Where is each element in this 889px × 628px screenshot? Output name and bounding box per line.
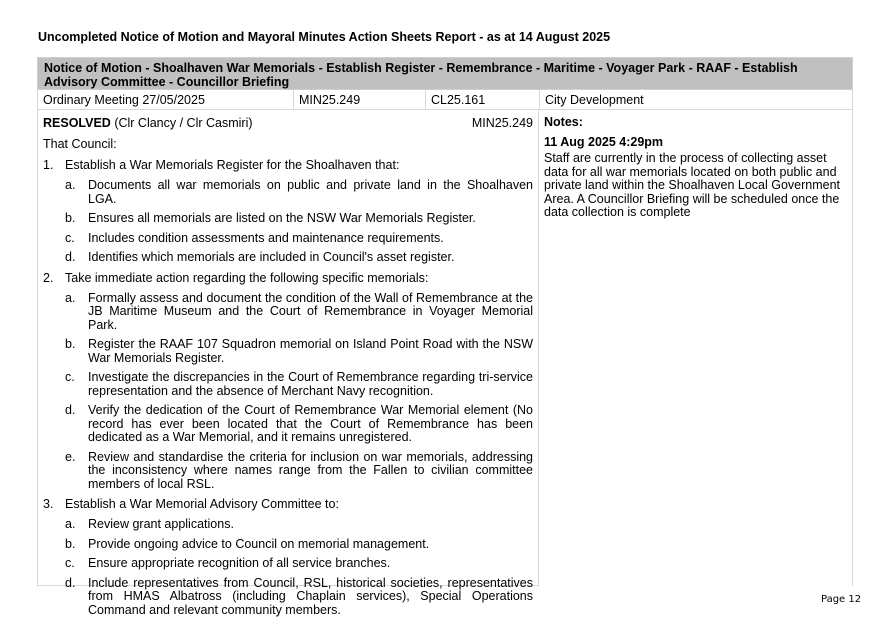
resolved-line: [43, 116, 533, 131]
subitem-text: Register the RAAF 107 Squadron memorial on Island Point Road with the NSW War Memorials Register.: [88, 337, 533, 365]
item-heading: Notice of Motion - Shoalhaven War Memorials - Establish Register - Remembrance - Maritime - Voyager Park - RAAF - Establish Advisory Committee - Councillor Briefing: [37, 57, 853, 90]
subitem-text: Investigate the discrepancies in the Court of Remembrance regarding tri-service representation and the absence of Merchant Navy recognition.: [88, 370, 533, 398]
movers: (Clr Clancy / Clr Casmiri): [114, 116, 253, 130]
page-number: Page 12: [821, 594, 862, 605]
resolution-subitem: [43, 179, 533, 206]
subitem-letter: d.: [65, 575, 76, 590]
subitem-letter: b.: [65, 211, 76, 225]
note-date: 11 Aug 2025 4:29pm: [544, 135, 664, 149]
subitem-text: Verify the dedication of the Court of Remembrance War Memorial element (No record has ever been located that the Court of Remembrance has been dedicated as a War Memorial, and it remains unregistered.: [88, 403, 533, 444]
subitem-text: Formally assess and document the condition of the Wall of Remembrance at the JB Maritime Museum and the Court of Remembrance in Voyager Memorial Park.: [88, 290, 533, 332]
resolution-item: [43, 271, 533, 286]
subitem-text: Review and standardise the criteria for inclusion on war memorials, addressing the inconsistency where names range from the Fallen to civilian committee members of local RSL.: [88, 449, 533, 491]
note-text: Staff are currently in the process of collecting asset data for all war memorials located on both public and private land within the Shoalhaven Local Government Area. A Councillor Briefing will be scheduled once the data collection is complete: [544, 151, 841, 219]
subitem-letter: c.: [65, 556, 75, 570]
resolution-subitem: [43, 371, 533, 398]
resolution-subitem: [43, 338, 533, 365]
notes-label: Notes:: [544, 115, 583, 129]
meeting-cell: Ordinary Meeting 27/05/2025: [38, 90, 294, 110]
resolution-item: [43, 497, 533, 512]
resolution-subitem: [43, 518, 533, 532]
subitem-text: Provide ongoing advice to Council on memorial management.: [88, 536, 430, 551]
subitem-letter: d.: [65, 403, 76, 417]
resolution-subitem: [43, 451, 533, 492]
subitem-letter: d.: [65, 250, 76, 264]
subitem-letter: c.: [65, 230, 75, 245]
notes-cell: [539, 110, 853, 586]
report-ref-cell: CL25.161: [426, 90, 540, 110]
subitem-letter: a.: [65, 178, 76, 192]
subitem-text: Documents all war memorials on public and private land in the Shoalhaven LGA.: [88, 178, 533, 206]
meta-row: [37, 90, 853, 110]
subitem-text: Ensure appropriate recognition of all service branches.: [88, 556, 391, 570]
subitem-letter: c.: [65, 370, 75, 384]
resolved-label: RESOLVED: [43, 116, 111, 130]
report-title: Uncompleted Notice of Motion and Mayoral Minutes Action Sheets Report - as at 14 August 2025: [38, 30, 611, 44]
resolution-subitem: [43, 404, 533, 445]
item-number: 2.: [43, 270, 54, 285]
item-text: Establish a War Memorial Advisory Committee to:: [65, 497, 339, 511]
subitem-letter: e.: [65, 449, 76, 464]
minute-cell: MIN25.249: [294, 90, 426, 110]
resolution-subitem: [43, 212, 533, 226]
subitem-letter: a.: [65, 290, 76, 305]
item-text: Establish a War Memorials Register for the Shoalhaven that:: [65, 158, 400, 172]
resolution-cell: [37, 110, 539, 617]
resolution-intro: That Council:: [43, 137, 117, 151]
item-text: Take immediate action regarding the following specific memorials:: [65, 270, 429, 285]
resolution-minute-ref: MIN25.249: [471, 116, 533, 130]
resolution-subitem: [43, 232, 533, 246]
item-number: 1.: [43, 158, 54, 172]
directorate-cell: City Development: [540, 90, 852, 110]
resolution-items: [43, 158, 533, 617]
subitem-letter: b.: [65, 337, 76, 351]
subitem-text: Include representatives from Council, RSL, historical societies, representatives from HMAS Albatross (including Chaplain services), Special Operations Command and relevant community members.: [88, 575, 533, 617]
subitem-text: Review grant applications.: [88, 517, 234, 531]
subitem-letter: b.: [65, 536, 76, 551]
resolution-subitem: [43, 538, 533, 552]
resolution-subitem: [43, 292, 533, 333]
item-number: 3.: [43, 497, 54, 511]
subitem-text: Includes condition assessments and maintenance requirements.: [88, 230, 444, 245]
resolution-subitem: [43, 577, 533, 618]
subitem-text: Ensures all memorials are listed on the NSW War Memorials Register.: [88, 211, 476, 225]
resolution-subitem: [43, 557, 533, 571]
subitem-text: Identifies which memorials are included in Council's asset register.: [88, 250, 455, 264]
resolution-item: [43, 158, 533, 173]
subitem-letter: a.: [65, 517, 76, 531]
resolution-subitem: [43, 251, 533, 265]
